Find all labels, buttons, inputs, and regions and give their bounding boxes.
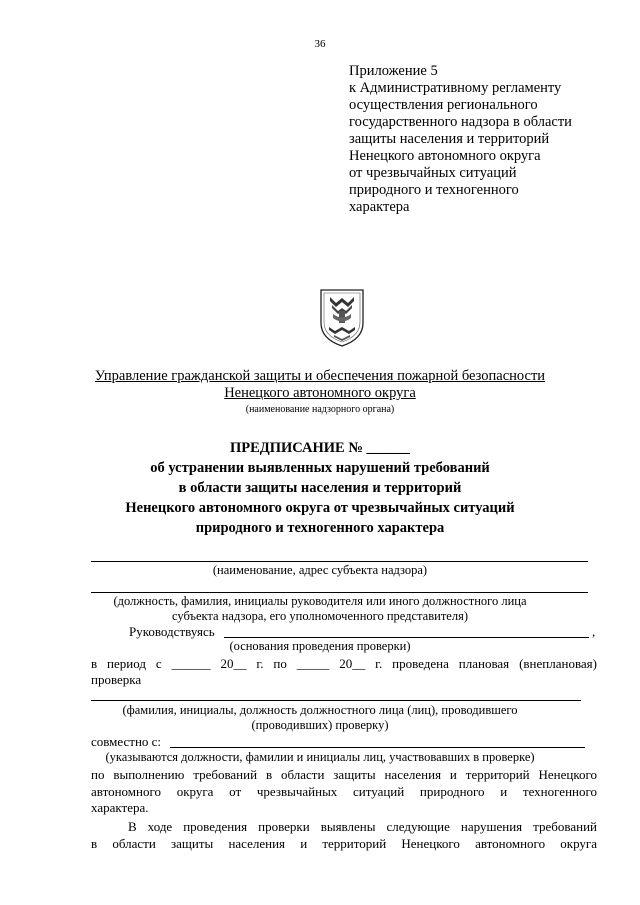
subject-field-line (91, 561, 588, 562)
guided-label: Руководствуясь (129, 624, 215, 639)
title-line: в области защиты населения и территорий (178, 480, 462, 496)
authority-line-2: Ненецкого автономного округа (224, 385, 416, 401)
head-caption-1: (должность, фамилия, инициалы руководителя или иного должностного лица (113, 594, 527, 608)
basis-caption: (основания проведения проверки) (229, 639, 411, 653)
appendix-line: характера (349, 199, 410, 215)
period-line-2: проверка (91, 672, 142, 687)
document-title (0, 438, 640, 538)
appendix-line: Ненецкого автономного округа (349, 148, 541, 164)
title-line: природного и техногенного характера (195, 520, 445, 536)
paragraph-1-line: автономного округа от чрезвычайных ситуаций природного и техногенного (91, 784, 597, 799)
authority-caption: (наименование надзорного органа) (245, 404, 395, 415)
authority-line-1: Управление гражданской защиты и обеспечения пожарной безопасности (94, 368, 546, 384)
appendix-line: природного и техногенного (349, 182, 519, 198)
page-number: 36 (314, 38, 326, 50)
paragraph-1-line: по выполнению требований в области защиты населения и территорий Ненецкого (91, 767, 597, 782)
guided-comma: , (592, 624, 596, 639)
title-line: ПРЕДПИСАНИЕ № ______ (229, 440, 411, 456)
jointly-caption: (указываются должности, фамилии и инициалы лиц, участвовавших в проверке) (105, 750, 535, 764)
official-field-line (91, 700, 581, 701)
appendix-line: государственного надзора в области (349, 114, 572, 130)
head-caption-2: субъекта надзора, его уполномоченного представителя) (172, 609, 468, 623)
appendix-line: от чрезвычайных ситуаций (349, 165, 517, 181)
appendix-block (349, 63, 572, 216)
head-field-line (91, 592, 588, 593)
appendix-line: осуществления регионального (349, 97, 538, 113)
title-line: об устранении выявленных нарушений требований (150, 460, 490, 476)
paragraph-2-line: В ходе проведения проверки выявлены следующие нарушения требований (128, 819, 597, 834)
appendix-line: к Административному регламенту (349, 80, 562, 96)
jointly-label: совместно с: (91, 734, 162, 749)
appendix-line: Приложение 5 (349, 63, 438, 79)
official-caption-1: (фамилия, инициалы, должность должностного лица (лиц), проводившего (122, 703, 518, 717)
period-line: в период с ______ 20__ г. по _____ 20__ г. проведена плановая (внеплановая) (91, 656, 597, 671)
jointly-field-line (170, 747, 585, 748)
coat-of-arms-icon (317, 287, 367, 349)
appendix-line: защиты населения и территорий (349, 131, 550, 147)
official-caption-2: (проводивших) проверку) (251, 718, 389, 732)
subject-caption: (наименование, адрес субъекта надзора) (212, 563, 428, 577)
basis-field-line (224, 637, 589, 638)
paragraph-1-line: характера. (91, 800, 149, 815)
title-line: Ненецкого автономного округа от чрезвычайных ситуаций (125, 500, 515, 516)
paragraph-2-line: в области защиты населения и территорий Ненецкого автономного округа (91, 836, 597, 851)
